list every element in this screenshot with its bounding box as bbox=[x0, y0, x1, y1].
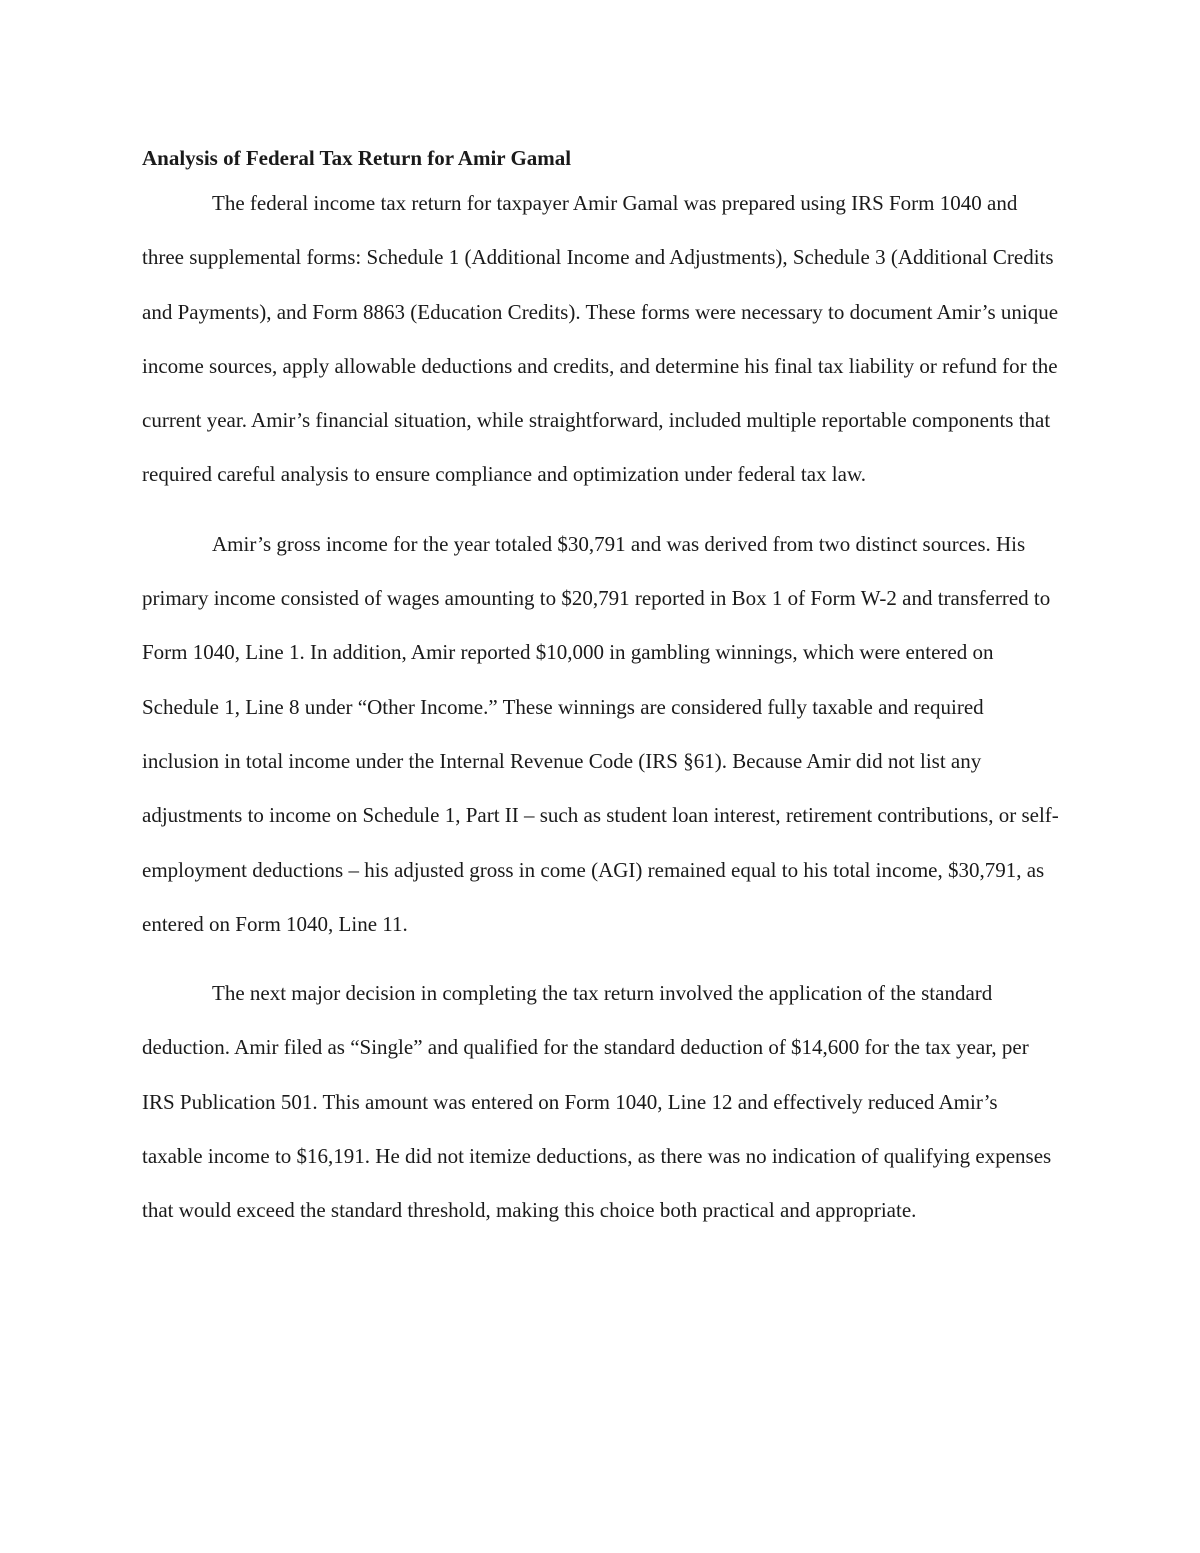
document-page bbox=[142, 140, 1060, 1238]
paragraph-standard-deduction: The next major decision in completing the tax return involved the application of the standard deduction. Amir filed as “Single” and qualified for the standard deduction of $14,600 for the tax year, per IRS Publication 501. This amount was entered on Form 1040, Line 12 and effectively reduced Amir’s taxable income to $16,191. He did not itemize deductions, as there was no indication of qualifying expenses that would exceed the standard threshold, making this choice both practical and appropriate. bbox=[142, 981, 1052, 1223]
paragraph-gross-income: Amir’s gross income for the year totaled $30,791 and was derived from two distinct sources. His primary income consisted of wages amounting to $20,791 reported in Box 1 of Form W-2 and transferred to Form 1040, Line 1. In addition, Amir reported $10,000 in gambling winnings, which were entered on Schedule 1, Line 8 under “Other Income.” These winnings are considered fully taxable and required inclusion in total income under the Internal Revenue Code (IRS §61). Because Amir did not list any adjustments to income on Schedule 1, Part II – such as student loan interest, retirement contributions, or self-employment deductions – his adjusted gross in come (AGI) remained equal to his total income, $30,791, as entered on Form 1040, Line 11. bbox=[142, 531, 1059, 936]
paragraph-forms-overview: The federal income tax return for taxpayer Amir Gamal was prepared using IRS Form 1040 and three supplemental forms: Schedule 1 (Additional Income and Adjustments), Schedule 3 (Additional Credits and Payments), and Form 8863 (Education Credits). These forms were necessary to document Amir’s unique income sources, apply allowable deductions and credits, and determine his final tax liability or refund for the current year. Amir’s financial situation, while straightforward, included multiple reportable components that required careful analysis to ensure compliance and optimization under federal tax law. bbox=[142, 191, 1059, 487]
document-title: Analysis of Federal Tax Return for Amir Gamal bbox=[142, 146, 572, 170]
